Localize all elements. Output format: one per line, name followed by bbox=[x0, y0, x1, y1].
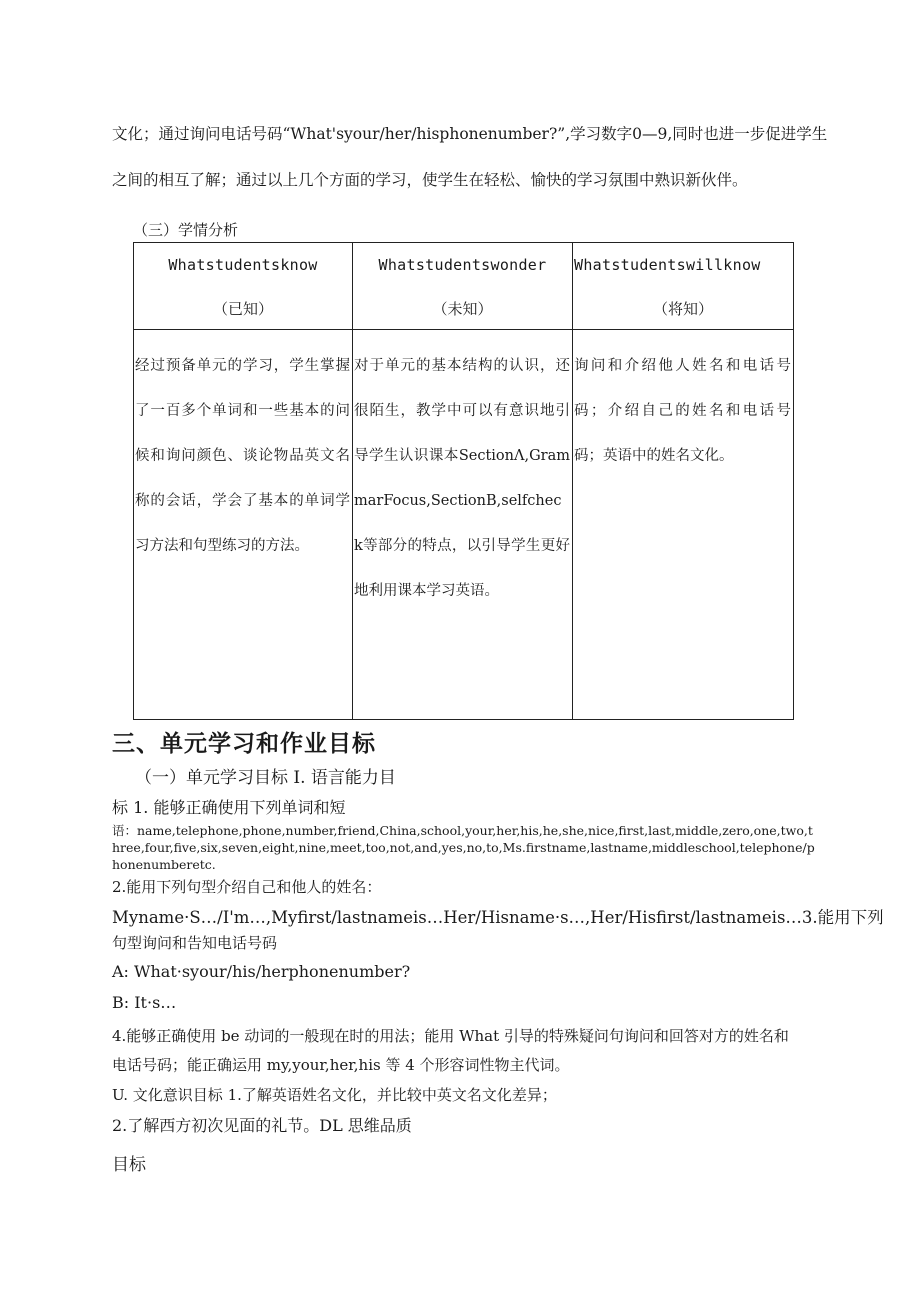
header-en: Whatstudentswonder bbox=[378, 256, 547, 274]
learner-analysis-table bbox=[133, 242, 794, 720]
intro-line-1: 文化；通过询问电话号码“What'syour/her/hisphonenumber?”,学习数字0—9,同时也进一步促进学生 bbox=[112, 125, 828, 143]
section-label-analysis: （三）学情分析 bbox=[133, 221, 239, 239]
culture-goal: U. 文化意识目标 1.了解英语姓名文化，并比较中英文名文化差异； bbox=[112, 1086, 557, 1104]
body-cell-know bbox=[134, 330, 353, 720]
goal-item-2: 2.能用下列句型介绍自己和他人的姓名： bbox=[112, 878, 382, 896]
cell-text: 询问和介绍他人姓名和电话号码；介绍自己的姓名和电话号码；英语中的姓名文化。 bbox=[574, 358, 791, 464]
header-en: Whatstudentsknow bbox=[168, 256, 318, 274]
dialog-line-b: B: It·s… bbox=[112, 993, 177, 1012]
header-cell-know bbox=[134, 243, 353, 330]
vocabulary-list: 语：name,telephone,phone,number,friend,China,school,your,her,his,he,she,nice,first,last,middle,zero,one,two,three,four,five,six,seven,eight,nine,meet,too,not,and,yes,no,to,Ms.firstname,lastname,middleschool,telephone/phonenumberetc. bbox=[112, 823, 815, 872]
table-header-row bbox=[134, 243, 794, 330]
header-en: Whatstudentswillknow bbox=[574, 256, 761, 274]
etiquette-goal: 2.了解西方初次见面的礼节。DL 思维品质 bbox=[112, 1116, 412, 1135]
sentence-patterns: Myname·S…/I'm…,Myfirst/lastnameis…Her/Hisname·s…,Her/Hisfirst/lastnameis…3.能用下列 bbox=[112, 908, 884, 927]
dialog-line-a: A: What·syour/his/herphonenumber? bbox=[112, 962, 411, 981]
table-body-row bbox=[134, 330, 794, 720]
header-zh: （未知） bbox=[432, 300, 493, 318]
header-zh: （已知） bbox=[212, 300, 273, 318]
goal-item-3-tail: 句型询问和告知电话号码 bbox=[112, 934, 278, 952]
cell-text: 经过预备单元的学习，学生掌握了一百多个单词和一些基本的问候和询问颜色、谈论物品英文名称的会话，学会了基本的单词学习方法和句型练习的方法。 bbox=[135, 358, 350, 554]
section-heading-goals: 三、单元学习和作业目标 bbox=[112, 731, 376, 757]
header-zh: （将知） bbox=[652, 300, 713, 318]
body-cell-wonder bbox=[353, 330, 573, 720]
subheading-learning-goals: （一）单元学习目标 I. 语言能力目 bbox=[135, 768, 396, 788]
body-cell-will-know bbox=[573, 330, 794, 720]
intro-line-2: 之间的相互了解；通过以上几个方面的学习，使学生在轻松、愉快的学习氛围中熟识新伙伴。 bbox=[112, 171, 748, 189]
goal-item-4-line-2: 电话号码；能正确运用 my,your,her,his 等 4 个形容词性物主代词。 bbox=[112, 1056, 570, 1074]
goal-tail: 目标 bbox=[112, 1155, 146, 1175]
goal-line-1: 标 1. 能够正确使用下列单词和短 bbox=[112, 798, 346, 817]
cell-text: 对于单元的基本结构的认识，还很陌生，教学中可以有意识地引导学生认识课本SectionΛ,GrammarFocus,SectionB,selfcheck等部分的特点，以引导学生更好地利用课本学习英语。 bbox=[354, 358, 570, 599]
header-cell-will-know bbox=[573, 243, 794, 330]
header-cell-wonder bbox=[353, 243, 573, 330]
goal-item-4-line-1: 4.能够正确使用 be 动词的一般现在时的用法；能用 What 引导的特殊疑问句询问和回答对方的姓名和 bbox=[112, 1027, 789, 1045]
